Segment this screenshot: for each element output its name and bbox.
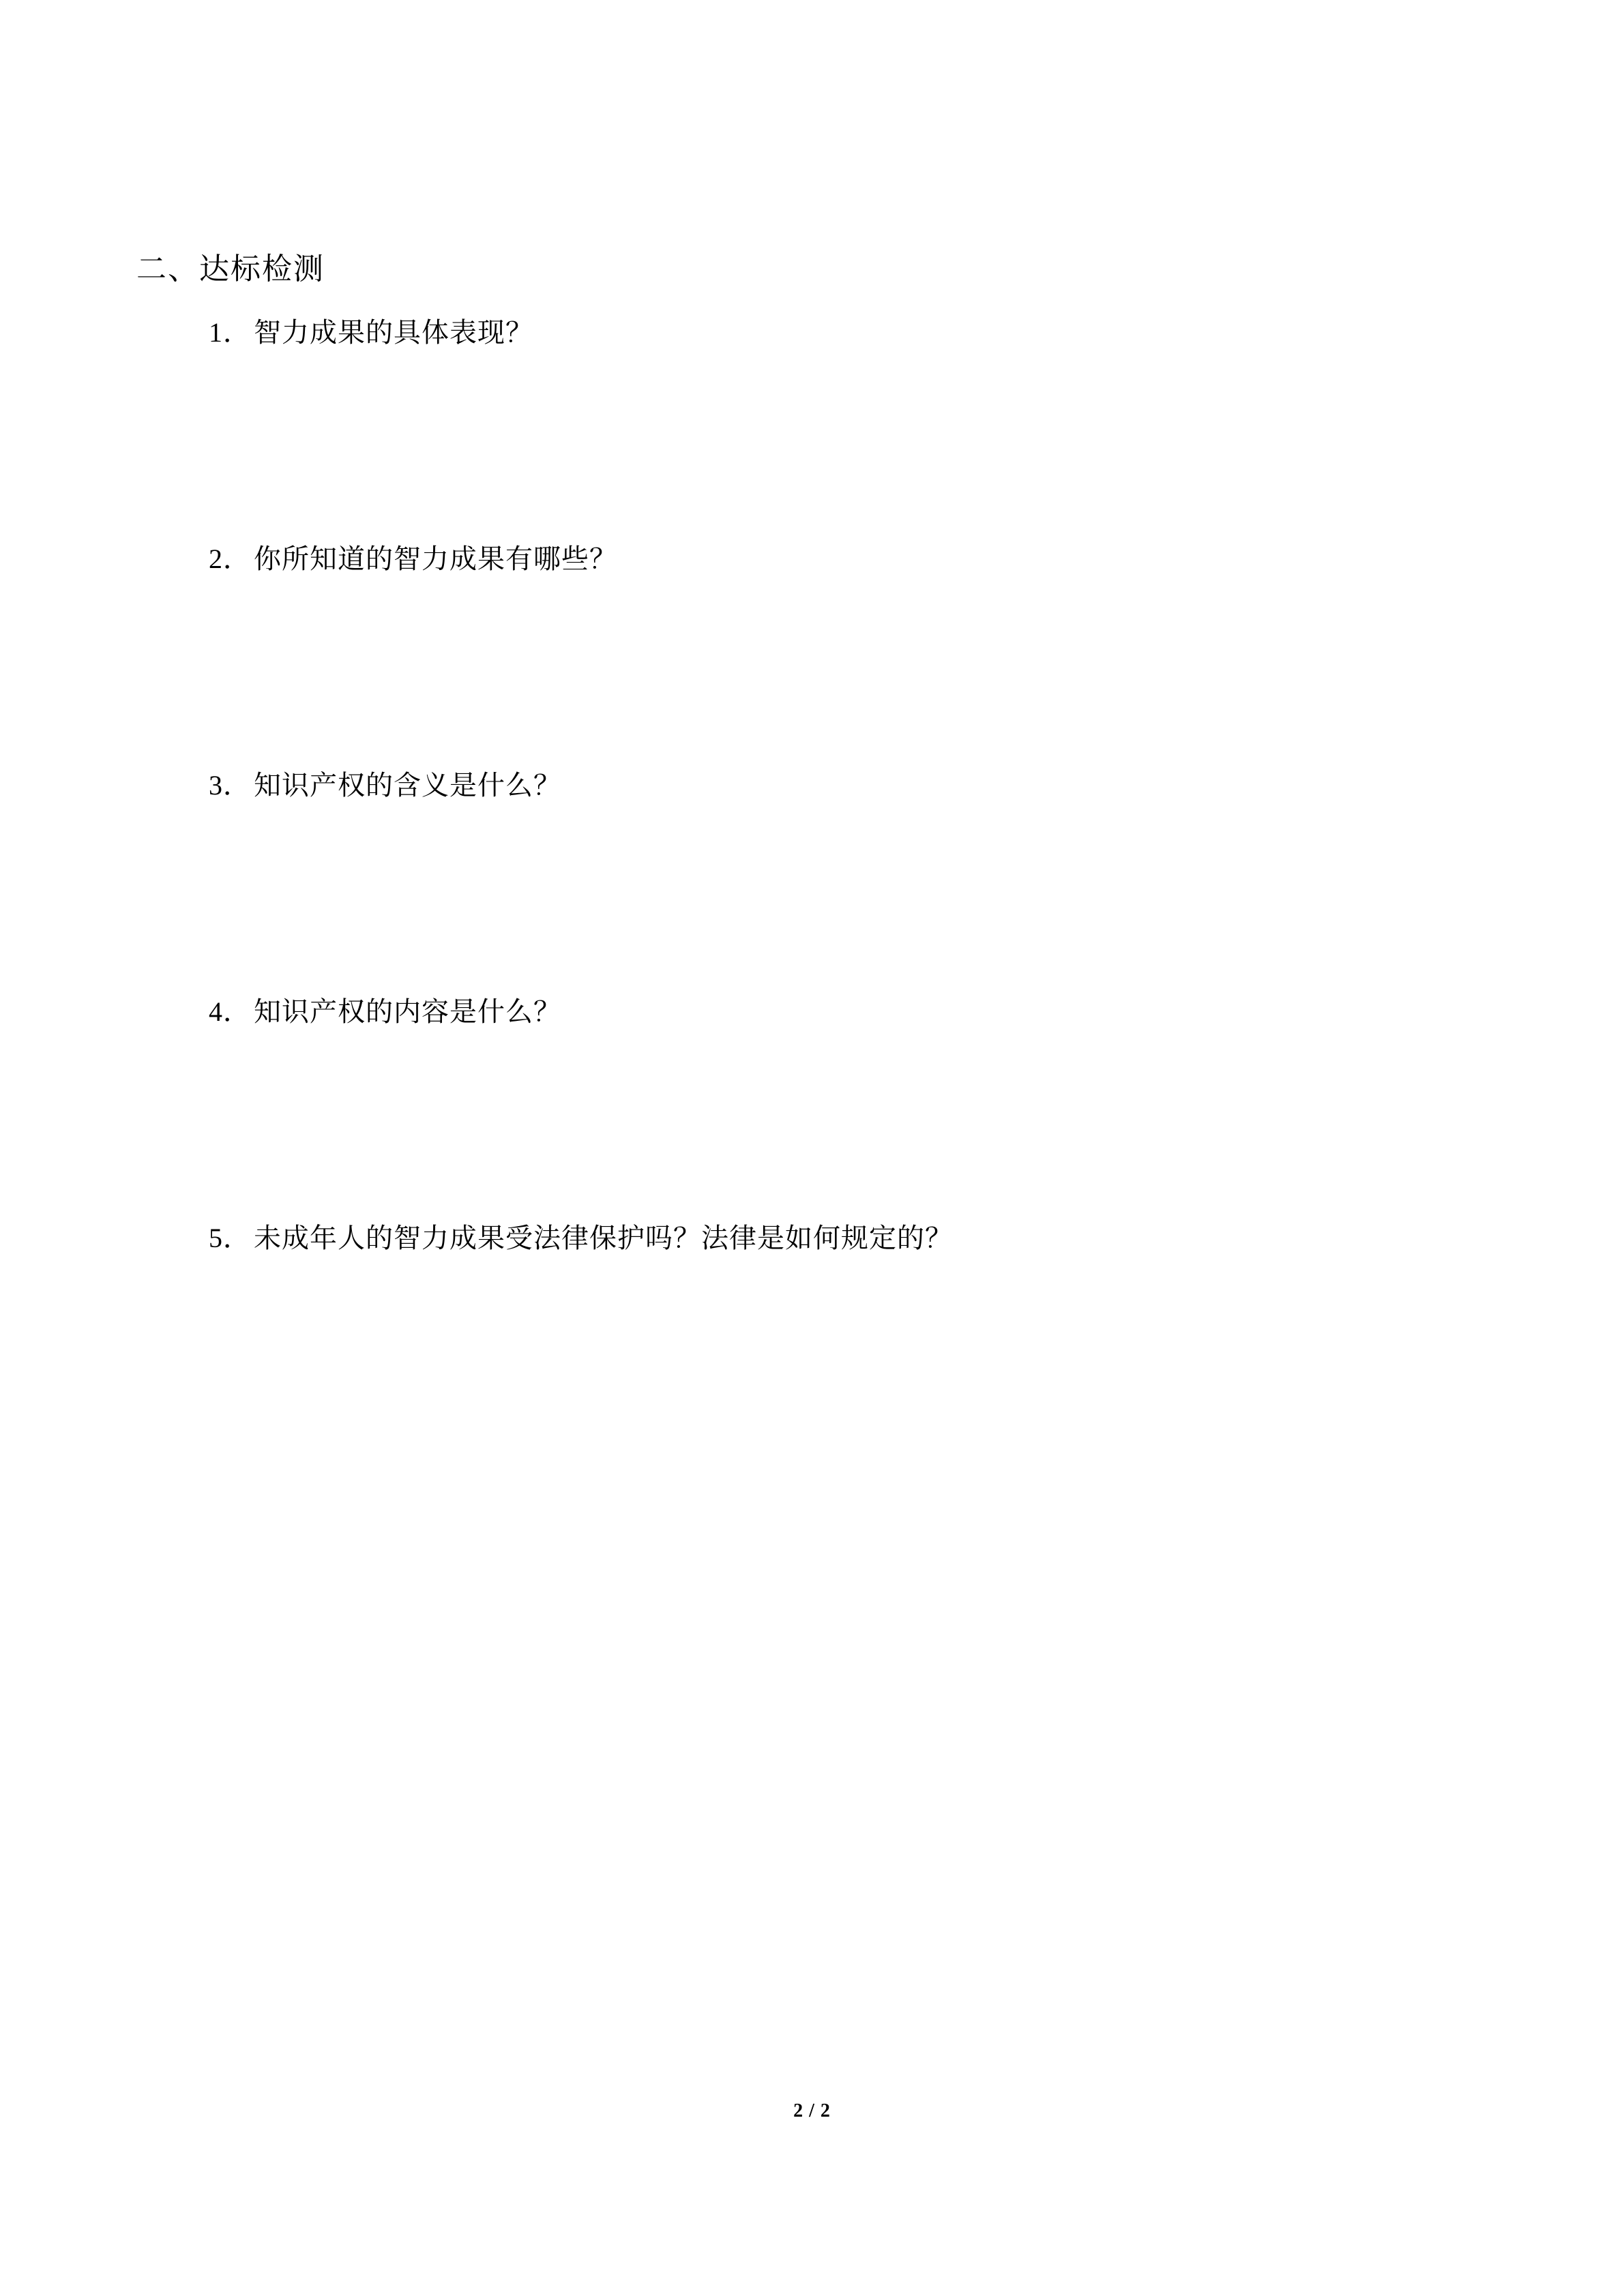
question-item <box>136 311 1494 355</box>
question-text: 知识产权的含义是什么？ <box>254 770 561 801</box>
question-item <box>136 537 1494 581</box>
question-item <box>136 990 1494 1034</box>
question-number: 4． <box>209 996 251 1028</box>
question-list <box>136 311 1494 1260</box>
question-number: 5． <box>209 1223 251 1254</box>
page-number-footer: 2 / 2 <box>793 2100 831 2121</box>
question-number: 2． <box>209 543 251 575</box>
question-item <box>136 1217 1494 1260</box>
question-text: 智力成果的具体表现？ <box>254 317 533 348</box>
question-item <box>136 764 1494 807</box>
question-number: 3． <box>209 770 251 801</box>
question-number: 1． <box>209 317 251 348</box>
question-text: 未成年人的智力成果受法律保护吗？法律是如何规定的？ <box>254 1223 953 1254</box>
page-content <box>136 245 1494 1260</box>
question-text: 你所知道的智力成果有哪些？ <box>254 543 617 575</box>
question-text: 知识产权的内容是什么？ <box>254 996 561 1028</box>
section-heading: 二、达标检测 <box>136 252 325 286</box>
